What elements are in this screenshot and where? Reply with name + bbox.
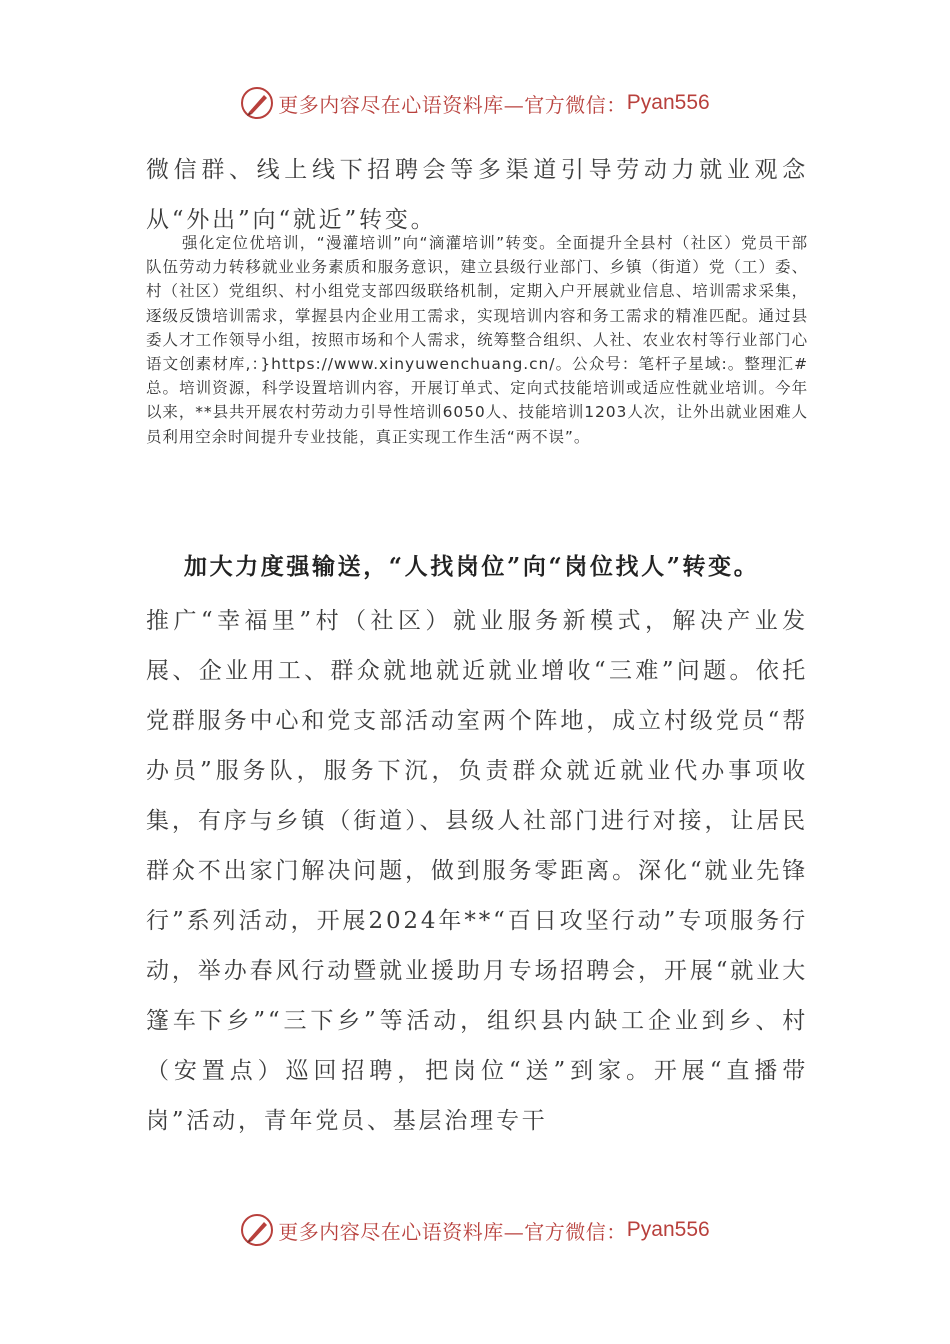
paragraph-2: 强化定位优培训，“漫灌培训”向“滴灌培训”转变。全面提升全县村（社区）党员干部队伍劳动力转移就业业务素质和服务意识，建立县级行业部门、乡镇（街道）党（工）委、村（社区）党组织、村小组党支部四级联络机制，定期入户开展就业信息、培训需求采集，逐级反馈培训需求，掌握县内企业用工需求，实现培训内容和务工需求的精准匹配。通过县委人才工作领导小组，按照市场和个人需求，统筹整合组织、人社、农业农村等行业部门心语文创素材库,：}https://www.xinyuwenchuang.cn/。公众号：笔杆子星域:。整理汇#总。培训资源，科学设置培训内容，开展订单式、定向式技能培训或适应性就业培训。今年以来，**县共开展农村劳动力引导性培训6050人、技能培训1203人次，让外出就业困难人员利用空余时间提升专业技能，真正实现工作生活“两不误”。 — [146, 234, 808, 446]
banner-wechat-id: Pyan556 — [626, 91, 710, 114]
paragraph-3: 推广“幸福里”村（社区）就业服务新模式，解决产业发展、企业用工、群众就地就近就业增收“三难”问题。依托党群服务中心和党支部活动室两个阵地，成立村级党员“帮办员”服务队，服务下沉，负责群众就近就业代办事项收集，有序与乡镇（街道）、县级人社部门进行对接，让居民群众不出家门解决问题，做到服务零距离。深化“就业先锋行”系列活动，开展2024年**“百日攻坚行动”专项服务行动，举办春风行动暨就业援助月专场招聘会，开展“就业大篷车下乡”“三下乡”等活动，组织县内缺工企业到乡、村（安置点）巡回招聘，把岗位“送”到家。开展“直播带岗”活动，青年党员、基层治理专干 — [146, 608, 808, 1134]
banner-wechat-id: Pyan556 — [626, 1218, 710, 1241]
footer-banner — [0, 1210, 950, 1250]
pen-logo-icon — [240, 1213, 274, 1247]
banner-text: 更多内容尽在心语资料库—官方微信： — [278, 1219, 627, 1244]
paragraph-1: 微信群、线上线下招聘会等多渠道引导劳动力就业观念从“外出”向“就近”转变。 — [146, 157, 808, 233]
banner-text: 更多内容尽在心语资料库—官方微信： — [278, 92, 627, 117]
pen-logo-icon — [240, 86, 274, 120]
section-heading: 加大力度强输送，“人找岗位”向“岗位找人”转变。 — [184, 553, 760, 580]
header-banner — [0, 83, 950, 123]
